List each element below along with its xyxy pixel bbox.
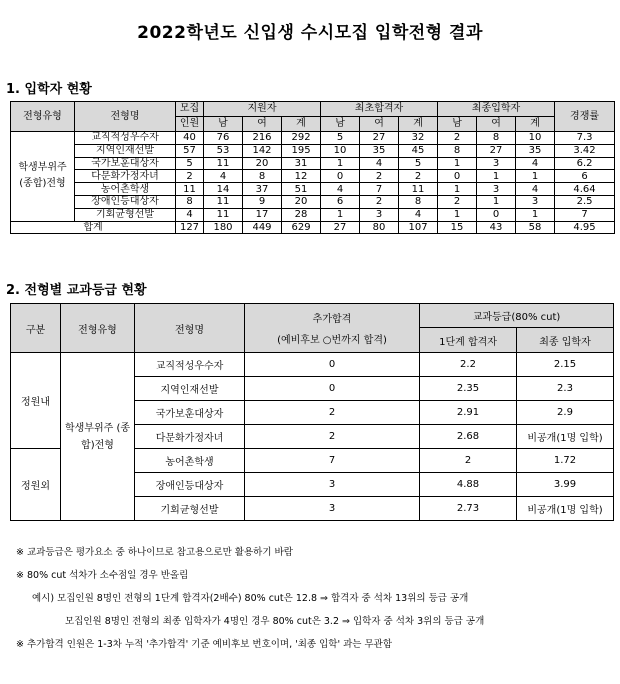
data-cell: 11: [399, 183, 438, 196]
data-cell: 27: [360, 132, 399, 145]
data-cell: 7.3: [555, 132, 615, 145]
admission-status-table: [10, 101, 615, 234]
data-cell: 14: [204, 183, 243, 196]
extra-cell: 7: [245, 449, 420, 473]
total-cell: 15: [438, 221, 477, 234]
data-cell: 3: [477, 183, 516, 196]
total-cell: 127: [176, 221, 204, 234]
data-cell: 4: [360, 157, 399, 170]
data-cell: 11: [204, 208, 243, 221]
data-cell: 1: [438, 183, 477, 196]
data-cell: 6: [321, 195, 360, 208]
note-line: ※ 추가합격 인원은 1-3차 누적 '추가합격' 기준 예비후보 번호이며, '최종 입학' 과는 무관함: [16, 639, 393, 650]
total-cell: 449: [243, 221, 282, 234]
track-name: 농어촌학생: [75, 183, 176, 196]
data-cell: 7: [555, 208, 615, 221]
data-cell: 292: [282, 132, 321, 145]
track-name: 다문화가정자녀: [135, 425, 245, 449]
final-cell: 비공개(1명 입학): [517, 497, 614, 521]
header-quota-1: 모집: [176, 102, 204, 117]
data-cell: 17: [243, 208, 282, 221]
stage1-cell: 2.35: [420, 377, 517, 401]
table-row: [11, 353, 614, 377]
page-title: 2022학년도 신입생 수시모집 입학전형 결과: [137, 23, 483, 43]
final-cell: 1.72: [517, 449, 614, 473]
header-first-pass: 최초합격자: [321, 102, 438, 117]
data-cell: 1: [438, 208, 477, 221]
data-cell: 35: [516, 144, 555, 157]
category-in: 정원내: [11, 353, 61, 449]
total-cell: 629: [282, 221, 321, 234]
total-cell: 80: [360, 221, 399, 234]
data-cell: 37: [243, 183, 282, 196]
header-final: 최종입학자: [438, 102, 555, 117]
total-label: 합계: [11, 221, 176, 234]
data-cell: 4: [516, 157, 555, 170]
stage1-cell: 2.91: [420, 401, 517, 425]
data-cell: 6.2: [555, 157, 615, 170]
track-name: 기회균형선발: [75, 208, 176, 221]
data-cell: 4.64: [555, 183, 615, 196]
data-cell: 3: [360, 208, 399, 221]
stage1-cell: 4.88: [420, 473, 517, 497]
group-label: 학생부위주 (종합)전형: [11, 132, 75, 222]
table-row: [11, 157, 615, 170]
data-cell: 9: [243, 195, 282, 208]
data-cell: 3: [477, 157, 516, 170]
note-line: 모집인원 8명인 전형의 최종 입학자가 4명인 경우 80% cut은 3.2 ⇒ 입학자 중 석차 3위의 등급 공개: [65, 616, 485, 627]
data-cell: 2: [176, 170, 204, 183]
data-cell: 20: [243, 157, 282, 170]
data-cell: 51: [282, 183, 321, 196]
total-cell: 4.95: [555, 221, 615, 234]
track-name: 지역인재선발: [135, 377, 245, 401]
data-cell: 5: [176, 157, 204, 170]
data-cell: 10: [321, 144, 360, 157]
total-cell: 180: [204, 221, 243, 234]
table-row: [11, 132, 615, 145]
track-name: 농어촌학생: [135, 449, 245, 473]
notes: [16, 541, 616, 656]
header-total: 계: [399, 117, 438, 132]
data-cell: 195: [282, 144, 321, 157]
track-name: 장애인등대상자: [75, 195, 176, 208]
header-name: 전형명: [75, 102, 176, 132]
category-out: 정원외: [11, 449, 61, 521]
data-cell: 1: [516, 170, 555, 183]
section2-heading: 2. 전형별 교과등급 현황: [6, 283, 147, 298]
header-ratio: 경쟁률: [555, 102, 615, 132]
extra-cell: 2: [245, 401, 420, 425]
data-cell: 4: [321, 183, 360, 196]
data-cell: 3: [516, 195, 555, 208]
stage1-cell: 2: [420, 449, 517, 473]
data-cell: 40: [176, 132, 204, 145]
data-cell: 0: [321, 170, 360, 183]
table-row: [11, 144, 615, 157]
extra-cell: 2: [245, 425, 420, 449]
data-cell: 2: [399, 170, 438, 183]
total-cell: 43: [477, 221, 516, 234]
data-cell: 27: [477, 144, 516, 157]
track-name: 교직적성우수자: [135, 353, 245, 377]
header-extra-line2: (예비후보 ○번까지 합격): [277, 335, 387, 346]
table-row: [11, 183, 615, 196]
grade-status-table: [10, 303, 614, 521]
data-cell: 0: [438, 170, 477, 183]
data-cell: 142: [243, 144, 282, 157]
data-cell: 1: [516, 208, 555, 221]
total-cell: 58: [516, 221, 555, 234]
data-cell: 53: [204, 144, 243, 157]
header-male: 남: [438, 117, 477, 132]
track-name: 기회균형선발: [135, 497, 245, 521]
extra-cell: 3: [245, 473, 420, 497]
header-total: 계: [516, 117, 555, 132]
data-cell: 35: [360, 144, 399, 157]
header-extra: [245, 304, 420, 353]
header-total: 계: [282, 117, 321, 132]
final-cell: 2.9: [517, 401, 614, 425]
header-applicants: 지원자: [204, 102, 321, 117]
stage1-cell: 2.2: [420, 353, 517, 377]
track-name: 국가보훈대상자: [135, 401, 245, 425]
data-cell: 57: [176, 144, 204, 157]
data-cell: 216: [243, 132, 282, 145]
data-cell: 20: [282, 195, 321, 208]
data-cell: 32: [399, 132, 438, 145]
track-name: 교직적성우수자: [75, 132, 176, 145]
total-cell: 27: [321, 221, 360, 234]
data-cell: 11: [204, 157, 243, 170]
data-cell: 2: [360, 170, 399, 183]
data-cell: 5: [321, 132, 360, 145]
header-name: 전형명: [135, 304, 245, 353]
data-cell: 1: [477, 170, 516, 183]
data-cell: 4: [516, 183, 555, 196]
data-cell: 6: [555, 170, 615, 183]
data-cell: 8: [243, 170, 282, 183]
data-cell: 2: [438, 195, 477, 208]
note-line: 예시) 모집인원 8명인 전형의 1단계 합격자(2배수) 80% cut은 12.8 ⇒ 합격자 중 석차 13위의 등급 공개: [32, 593, 469, 604]
total-cell: 107: [399, 221, 438, 234]
data-cell: 11: [204, 195, 243, 208]
final-cell: 3.99: [517, 473, 614, 497]
data-cell: 2: [360, 195, 399, 208]
data-cell: 2.5: [555, 195, 615, 208]
data-cell: 45: [399, 144, 438, 157]
track-name: 국가보훈대상자: [75, 157, 176, 170]
note-line: ※ 교과등급은 평가요소 중 하나이므로 참고용으로만 활용하기 바람: [16, 547, 293, 558]
data-cell: 10: [516, 132, 555, 145]
data-cell: 4: [176, 208, 204, 221]
data-cell: 4: [399, 208, 438, 221]
table-row: [11, 170, 615, 183]
final-cell: 비공개(1명 입학): [517, 425, 614, 449]
track-name: 다문화가정자녀: [75, 170, 176, 183]
data-cell: 11: [176, 183, 204, 196]
extra-cell: 0: [245, 377, 420, 401]
header-male: 남: [204, 117, 243, 132]
data-cell: 8: [399, 195, 438, 208]
data-cell: 5: [399, 157, 438, 170]
data-cell: 28: [282, 208, 321, 221]
stage1-cell: 2.73: [420, 497, 517, 521]
stage1-cell: 2.68: [420, 425, 517, 449]
header-type: 전형유형: [11, 102, 75, 132]
header-category: 구분: [11, 304, 61, 353]
data-cell: 1: [321, 208, 360, 221]
data-cell: 76: [204, 132, 243, 145]
final-cell: 2.15: [517, 353, 614, 377]
data-cell: 3.42: [555, 144, 615, 157]
data-cell: 8: [176, 195, 204, 208]
table-row: [11, 208, 615, 221]
header-extra-line1: 추가합격: [312, 314, 352, 325]
table-row: [11, 195, 615, 208]
group-label: 학생부위주 (종합)전형: [61, 353, 135, 521]
extra-cell: 3: [245, 497, 420, 521]
track-name: 장애인등대상자: [135, 473, 245, 497]
header-male: 남: [321, 117, 360, 132]
data-cell: 4: [204, 170, 243, 183]
data-cell: 1: [477, 195, 516, 208]
section1-heading: 1. 입학자 현황: [6, 82, 92, 97]
header-type: 전형유형: [61, 304, 135, 353]
note-line: ※ 80% cut 석차가 소수점일 경우 반올림: [16, 570, 189, 581]
data-cell: 1: [438, 157, 477, 170]
final-cell: 2.3: [517, 377, 614, 401]
data-cell: 31: [282, 157, 321, 170]
data-cell: 0: [477, 208, 516, 221]
data-cell: 2: [438, 132, 477, 145]
track-name: 지역인재선발: [75, 144, 176, 157]
data-cell: 12: [282, 170, 321, 183]
data-cell: 1: [321, 157, 360, 170]
header-female: 여: [477, 117, 516, 132]
header-stage1: 1단계 합격자: [420, 328, 517, 353]
data-cell: 8: [438, 144, 477, 157]
extra-cell: 0: [245, 353, 420, 377]
data-cell: 7: [360, 183, 399, 196]
header-quota-2: 인원: [176, 117, 204, 132]
header-grade: 교과등급(80% cut): [420, 304, 614, 328]
header-female: 여: [360, 117, 399, 132]
data-cell: 8: [477, 132, 516, 145]
header-female: 여: [243, 117, 282, 132]
header-final: 최종 입학자: [517, 328, 614, 353]
